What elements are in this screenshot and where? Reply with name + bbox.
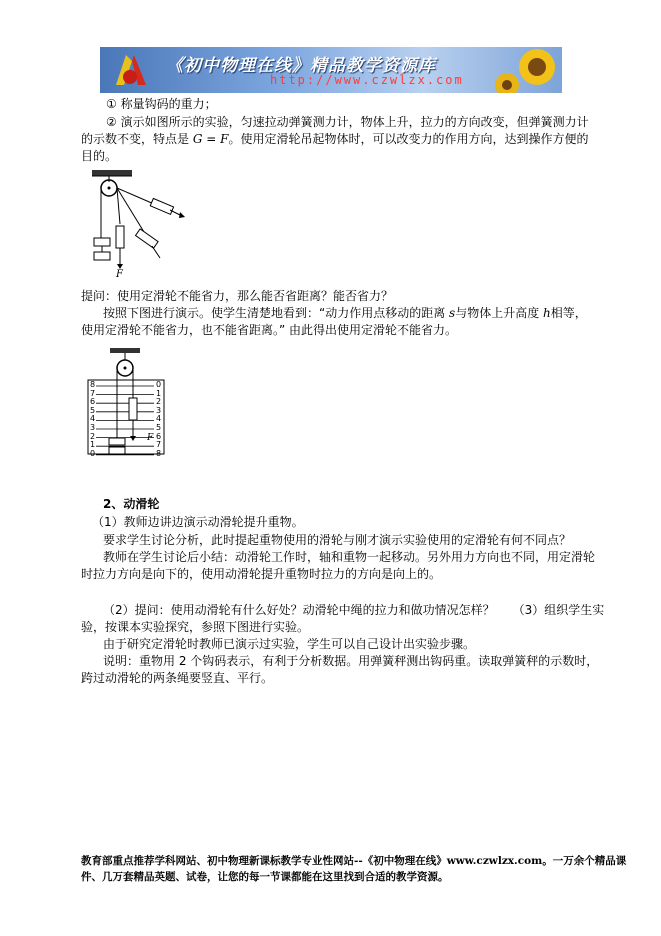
scale-right-number: 2 bbox=[156, 397, 162, 407]
footer-line-1: 教育部重点推荐学科网站、初中物理新课标教学专业性网站--《初中物理在线》www.czwlzx.com。一万余个精品课 bbox=[81, 855, 627, 867]
scale-right-number: 3 bbox=[156, 405, 162, 415]
demo-text-post: 相等， bbox=[550, 306, 587, 320]
demo-text-line1 bbox=[103, 305, 587, 322]
page-footer bbox=[81, 853, 626, 885]
scale-right-number: 1 bbox=[156, 388, 162, 398]
site-banner bbox=[100, 47, 562, 93]
scale-right-number: 6 bbox=[156, 431, 162, 441]
scale-right-number: 4 bbox=[156, 414, 162, 424]
banner-url: http://www.czwlzx.com bbox=[270, 73, 464, 87]
scale-left-number: 0 bbox=[90, 448, 96, 458]
demo-text-line2: 使用定滑轮不能省力，也不能省距离。” 由此得出使用定滑轮不能省力。 bbox=[81, 323, 458, 337]
symbol-h: h bbox=[543, 306, 551, 320]
step-2-text-post: 。使用定滑轮吊起物体时，可以改变力的作用方向，达到操作方便的 bbox=[228, 132, 589, 146]
step-2-text-line2 bbox=[81, 131, 588, 148]
scale-left-number: 5 bbox=[90, 405, 96, 415]
scale-left-number: 7 bbox=[90, 388, 96, 398]
symbol-s: s bbox=[449, 306, 456, 320]
step-2-text-line1: ② 演示如图所示的实验，匀速拉动弹簧测力计，物体上升，拉力的方向改变，但弹簧测力计 bbox=[106, 115, 589, 129]
banner-title: 《初中物理在线》精品教学资源库 bbox=[166, 56, 436, 76]
figure-1-force-label: F bbox=[116, 269, 123, 280]
site-logo-icon bbox=[108, 51, 152, 89]
scale-left-number: 4 bbox=[90, 414, 96, 424]
demo-text-pre: 按照下图进行演示。使学生清楚地看到：“动力作用点移动的距离 bbox=[103, 306, 450, 320]
step-2-text-line3: 目的。 bbox=[81, 149, 118, 163]
fixed-pulley-diagram bbox=[86, 168, 194, 280]
scale-left-number: 1 bbox=[90, 440, 96, 450]
scale-right-number: 0 bbox=[156, 380, 162, 389]
section-2-summary-line2: 时拉力方向是向下的，使用动滑轮提升重物时拉力的方向是向上的。 bbox=[81, 567, 442, 581]
scale-left-number: 3 bbox=[90, 423, 96, 432]
question-1: 提问：使用定滑轮不能省力，那么能否省距离？能否省力？ bbox=[81, 289, 394, 303]
demo-text-mid: 与物体上升高度 bbox=[455, 306, 544, 320]
scale-right-number: 8 bbox=[156, 448, 162, 458]
formula-g-equals-f: G = F bbox=[192, 132, 229, 146]
section-2-discussion: 要求学生讨论分析，此时提起重物使用的滑轮与刚才演示实验使用的定滑轮有何不同点？ bbox=[103, 533, 572, 547]
section-2-item-2-line2: 验，按课本实验探究，参照下图进行实验。 bbox=[81, 620, 310, 634]
sunflower-icon bbox=[492, 47, 562, 93]
section-2-note-line2: 跨过动滑轮的两条绳要竖直、平行。 bbox=[81, 671, 274, 685]
section-2-heading: 2、动滑轮 bbox=[103, 497, 160, 511]
section-2-steps: 由于研究定滑轮时教师已演示过实验，学生可以自己设计出实验步骤。 bbox=[103, 637, 476, 651]
scale-left-number: 8 bbox=[90, 380, 96, 389]
section-2-item-2-line1: （2）提问：使用动滑轮有什么好处？动滑轮中绳的拉力和做功情况怎样？ （3）组织学生实 bbox=[103, 603, 605, 617]
section-2-summary-line1: 教师在学生讨论后小结：动滑轮工作时，轴和重物一起移动。另外用力方向也不同，用定滑轮 bbox=[103, 550, 596, 564]
scale-left-number: 6 bbox=[90, 397, 96, 407]
step-1-text: ① 称量钩码的重力； bbox=[106, 97, 217, 111]
figure-2-force-label: F bbox=[147, 433, 154, 443]
scale-right-number: 5 bbox=[156, 423, 162, 432]
step-2-text-pre: 的示数不变，特点是 bbox=[81, 132, 193, 146]
footer-line-2: 件、几万套精品英题、试卷，让您的每一节课都能在这里找到合适的教学资源。 bbox=[81, 871, 449, 883]
scale-right-number: 7 bbox=[156, 440, 162, 450]
section-2-item-1: （1）教师边讲边演示动滑轮提升重物。 bbox=[92, 515, 304, 529]
scale-left-number: 2 bbox=[90, 431, 96, 441]
section-2-note-line1: 说明：重物用 2 个钩码表示，有利于分析数据。用弹簧秤测出钩码重。读取弹簧秤的示数时， bbox=[103, 654, 599, 668]
